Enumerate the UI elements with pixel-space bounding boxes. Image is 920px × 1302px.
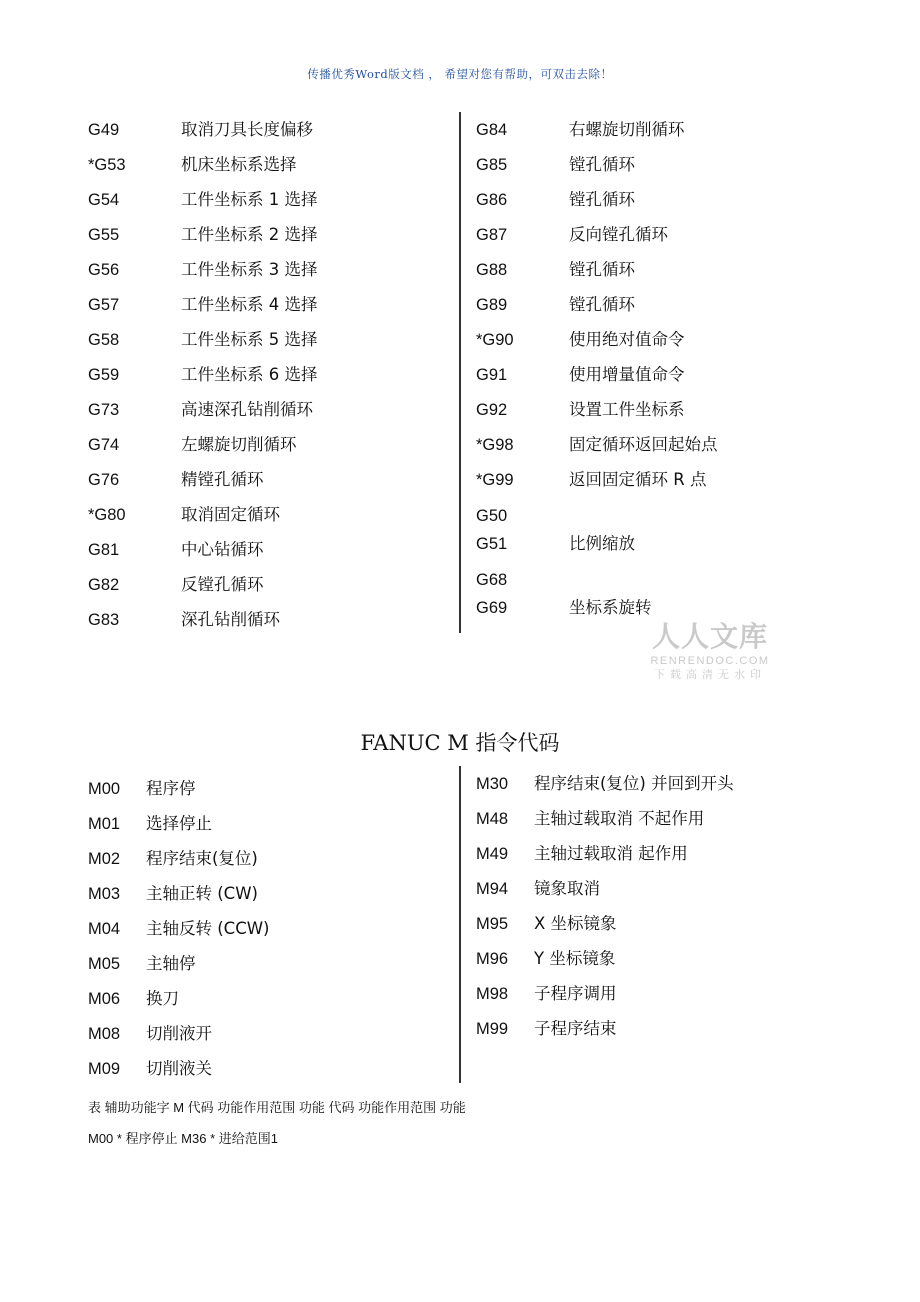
code-label: G86 bbox=[476, 191, 508, 209]
code-label: G57 bbox=[88, 296, 120, 314]
code-label: M04 bbox=[88, 920, 121, 938]
code-label: G92 bbox=[476, 401, 508, 419]
code-label: G82 bbox=[88, 576, 120, 594]
g-code-right-column bbox=[476, 118, 876, 638]
code-label: G85 bbox=[476, 156, 508, 174]
code-label: M99 bbox=[476, 1020, 509, 1038]
watermark-cn: 人人文库 bbox=[651, 620, 768, 653]
code-description: 镗孔循环 bbox=[569, 155, 635, 174]
code-description: 工件坐标系 1 选择 bbox=[181, 190, 318, 209]
code-label: M94 bbox=[476, 880, 509, 898]
code-description: 镜象取消 bbox=[534, 879, 600, 898]
code-description: 切削液开 bbox=[146, 1024, 212, 1043]
code-label: G83 bbox=[88, 611, 120, 629]
code-description: 镗孔循环 bbox=[569, 295, 635, 314]
code-description: 固定循环返回起始点 bbox=[569, 435, 718, 454]
code-description: 换刀 bbox=[146, 989, 179, 1008]
code-label: G89 bbox=[476, 296, 508, 314]
code-label: *G90 bbox=[476, 331, 514, 349]
m-table-divider bbox=[459, 766, 461, 1083]
code-description: 工件坐标系 2 选择 bbox=[181, 225, 318, 244]
code-label: G69 bbox=[476, 599, 508, 617]
code-description: 工件坐标系 5 选择 bbox=[181, 330, 318, 349]
watermark-sub: 下载高清无水印 bbox=[654, 668, 766, 681]
code-description: 机床坐标系选择 bbox=[181, 155, 297, 174]
code-description: 选择停止 bbox=[146, 814, 212, 833]
code-description: 反镗孔循环 bbox=[181, 575, 264, 594]
code-label: M06 bbox=[88, 990, 121, 1008]
code-label: M30 bbox=[476, 775, 509, 793]
code-label: *G80 bbox=[88, 506, 126, 524]
code-label: G91 bbox=[476, 366, 508, 384]
code-label: *G99 bbox=[476, 471, 514, 489]
watermark-logo bbox=[646, 620, 774, 682]
code-description: 设置工件坐标系 bbox=[569, 400, 685, 419]
note-line-1: 表 辅助功能字 M 代码 功能作用范围 功能 代码 功能作用范围 功能 bbox=[88, 1100, 466, 1115]
code-description: 镗孔循环 bbox=[569, 190, 635, 209]
m-code-title: FANUC M 指令代码 bbox=[360, 731, 560, 755]
m-code-right-column bbox=[476, 772, 896, 1062]
code-description: 主轴过载取消 起作用 bbox=[534, 844, 688, 863]
code-description: 反向镗孔循环 bbox=[569, 225, 668, 244]
code-label: G74 bbox=[88, 436, 120, 454]
code-label: G58 bbox=[88, 331, 120, 349]
code-label: M02 bbox=[88, 850, 121, 868]
code-description: 子程序结束 bbox=[534, 1019, 617, 1038]
watermark-en: RENRENDOC.COM bbox=[650, 655, 770, 667]
code-label: *G53 bbox=[88, 156, 126, 174]
code-description: 取消固定循环 bbox=[181, 505, 280, 524]
code-label: M00 bbox=[88, 780, 121, 798]
code-description: 坐标系旋转 bbox=[569, 598, 652, 617]
code-description: 程序结束(复位) 并回到开头 bbox=[534, 774, 734, 793]
code-label: G87 bbox=[476, 226, 508, 244]
code-description: 主轴停 bbox=[146, 954, 196, 973]
code-description: 程序结束(复位) bbox=[146, 849, 258, 868]
g-table-divider bbox=[459, 112, 461, 633]
code-label: M96 bbox=[476, 950, 509, 968]
note-line-2: M00 * 程序停止 M36 * 进给范围1 bbox=[88, 1131, 278, 1146]
code-label: G73 bbox=[88, 401, 120, 419]
code-description: 左螺旋切削循环 bbox=[181, 435, 297, 454]
code-label: M03 bbox=[88, 885, 121, 903]
code-description: 镗孔循环 bbox=[569, 260, 635, 279]
code-label: M09 bbox=[88, 1060, 121, 1078]
code-label: G51 bbox=[476, 535, 508, 553]
code-description: 取消刀具长度偏移 bbox=[181, 120, 313, 139]
code-label: G54 bbox=[88, 191, 120, 209]
code-label: *G98 bbox=[476, 436, 514, 454]
code-description: 程序停 bbox=[146, 779, 196, 798]
banner-text: 传播优秀Word版文档 ， 希望对您有帮助，可双击去除！ bbox=[307, 67, 613, 81]
code-description: 工件坐标系 3 选择 bbox=[181, 260, 318, 279]
code-label: G88 bbox=[476, 261, 508, 279]
code-description: 主轴反转 (CCW) bbox=[146, 919, 270, 938]
code-description: 深孔钻削循环 bbox=[181, 610, 280, 629]
code-description: 使用增量值命令 bbox=[569, 365, 685, 384]
code-description: 右螺旋切削循环 bbox=[569, 120, 685, 139]
g-code-left-column bbox=[88, 118, 448, 638]
code-description: X 坐标镜象 bbox=[534, 914, 617, 933]
m-code-left-column bbox=[88, 777, 448, 1087]
code-description: 子程序调用 bbox=[534, 984, 617, 1003]
code-label: G56 bbox=[88, 261, 120, 279]
code-label: M48 bbox=[476, 810, 509, 828]
code-description: 主轴过载取消 不起作用 bbox=[534, 809, 705, 828]
code-label: G55 bbox=[88, 226, 120, 244]
code-label: G84 bbox=[476, 121, 508, 139]
code-label: G49 bbox=[88, 121, 120, 139]
code-label: M01 bbox=[88, 815, 121, 833]
code-description: 主轴正转 (CW) bbox=[146, 884, 258, 903]
code-label: M95 bbox=[476, 915, 509, 933]
code-description: 返回固定循环 R 点 bbox=[569, 470, 707, 489]
code-label: G68 bbox=[476, 571, 508, 589]
code-label: M08 bbox=[88, 1025, 121, 1043]
code-label: G81 bbox=[88, 541, 120, 559]
code-description: 工件坐标系 6 选择 bbox=[181, 365, 318, 384]
code-description: Y 坐标镜象 bbox=[534, 949, 616, 968]
code-label: M98 bbox=[476, 985, 509, 1003]
code-label: M05 bbox=[88, 955, 121, 973]
code-label: G76 bbox=[88, 471, 120, 489]
code-description: 精镗孔循环 bbox=[181, 470, 264, 489]
code-label: G59 bbox=[88, 366, 120, 384]
code-description: 高速深孔钻削循环 bbox=[181, 400, 313, 419]
code-description: 比例缩放 bbox=[569, 534, 635, 553]
code-description: 工件坐标系 4 选择 bbox=[181, 295, 318, 314]
code-label: G50 bbox=[476, 507, 508, 525]
code-label: M49 bbox=[476, 845, 509, 863]
code-description: 切削液关 bbox=[146, 1059, 212, 1078]
code-description: 使用绝对值命令 bbox=[569, 330, 685, 349]
code-description: 中心钻循环 bbox=[181, 540, 264, 559]
